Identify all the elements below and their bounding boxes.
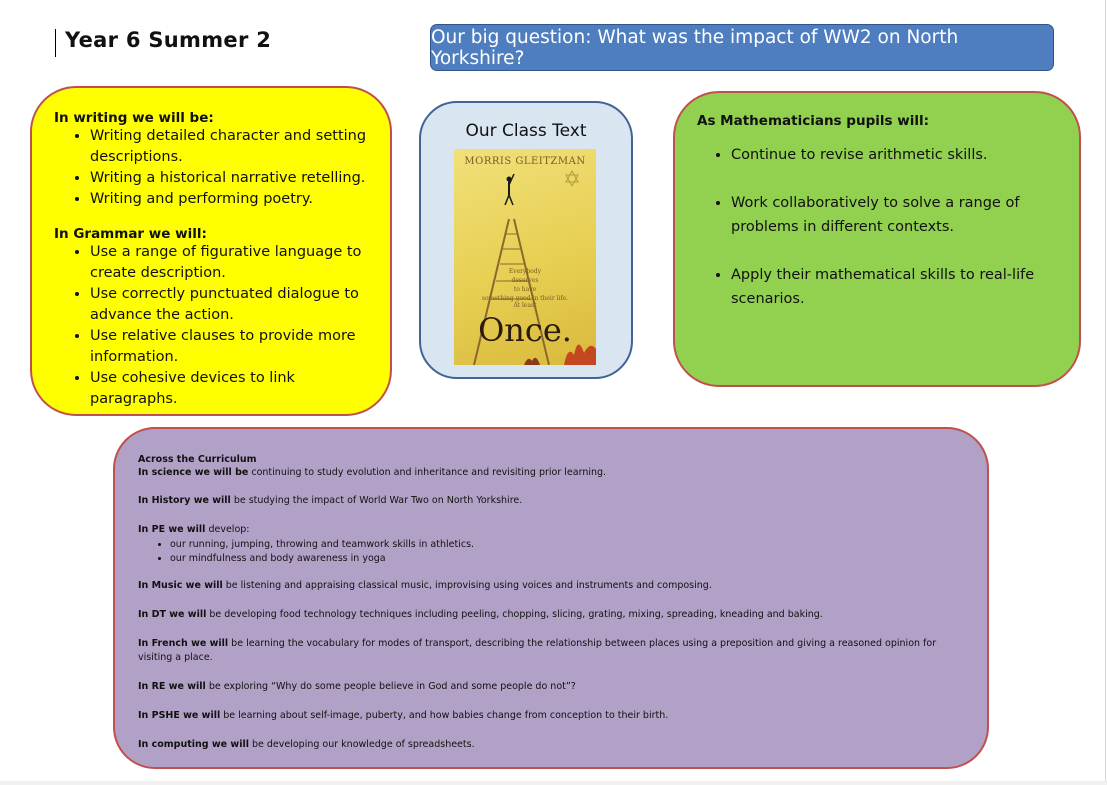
book-at-least: At least — [513, 302, 537, 309]
list-item: • Continue to revise arithmetic skills. — [731, 143, 1065, 167]
class-text-heading: Our Class Text — [465, 121, 587, 141]
music-line: In Music we will be listening and appraising classical music, improvising using voices and instruments and composing. — [138, 580, 712, 591]
pe-line: In PE we will develop: — [138, 524, 250, 535]
book-cover-image — [454, 149, 596, 365]
class-text-panel — [419, 101, 633, 379]
science-line: In science we will be continuing to study evolution and inheritance and revisiting prior learning. — [138, 467, 607, 478]
curriculum-panel — [113, 427, 989, 769]
page-title: Year 6 Summer 2 — [65, 28, 272, 52]
list-item: • Use cohesive devices to link paragraphs. — [90, 368, 380, 410]
list-item: • our mindfulness and body awareness in yoga — [170, 552, 973, 566]
writing-heading: In writing we will be: — [54, 110, 214, 126]
history-line: In History we will be studying the impact of World War Two on North Yorkshire. — [138, 495, 523, 506]
list-item: • Use correctly punctuated dialogue to advance the action. — [90, 284, 380, 326]
book-tagline: Everybody deserves to have something good in their life. — [481, 268, 569, 302]
grammar-list — [54, 242, 380, 410]
title-rule — [55, 29, 56, 57]
list-item: • Writing a historical narrative retelling. — [90, 168, 380, 189]
big-question-banner: Our big question: What was the impact of WW2 on North Yorkshire? — [430, 24, 1054, 71]
list-item: • Apply their mathematical skills to real-life scenarios. — [731, 263, 1065, 311]
pe-list — [138, 538, 973, 566]
writing-list — [54, 126, 380, 210]
re-line: In RE we will be exploring “Why do some people believe in God and some people do not”? — [138, 681, 576, 692]
maths-list — [697, 143, 1065, 311]
page-edge — [0, 781, 1107, 785]
list-item: • Work collaboratively to solve a range of problems in different contexts. — [731, 191, 1065, 239]
list-item: • our running, jumping, throwing and teamwork skills in athletics. — [170, 538, 973, 552]
grammar-heading: In Grammar we will: — [54, 226, 207, 242]
dt-line: In DT we will be developing food technology techniques including peeling, chopping, slicing, grating, mixing, spreading, kneading and baking. — [138, 609, 823, 620]
book-author: MORRIS GLEITZMAN — [464, 156, 586, 167]
maths-panel — [673, 91, 1081, 387]
pshe-line: In PSHE we will be learning about self-image, puberty, and how babies change from conception to their birth. — [138, 710, 669, 721]
maths-heading: As Mathematicians pupils will: — [697, 113, 929, 129]
list-item: • Writing detailed character and setting descriptions. — [90, 126, 380, 168]
curriculum-heading: Across the Curriculum — [138, 454, 257, 465]
computing-line: In computing we will be developing our knowledge of spreadsheets. — [138, 739, 475, 750]
list-item: • Use a range of figurative language to create description. — [90, 242, 380, 284]
list-item: • Use relative clauses to provide more information. — [90, 326, 380, 368]
book-title: Once. — [478, 311, 572, 349]
list-item: • Writing and performing poetry. — [90, 189, 380, 210]
french-line: In French we will be learning the vocabulary for modes of transport, describing the relationship between places using a preposition and giving a reasoned opinion for visiting a place. — [138, 638, 937, 663]
writing-panel — [30, 86, 392, 416]
